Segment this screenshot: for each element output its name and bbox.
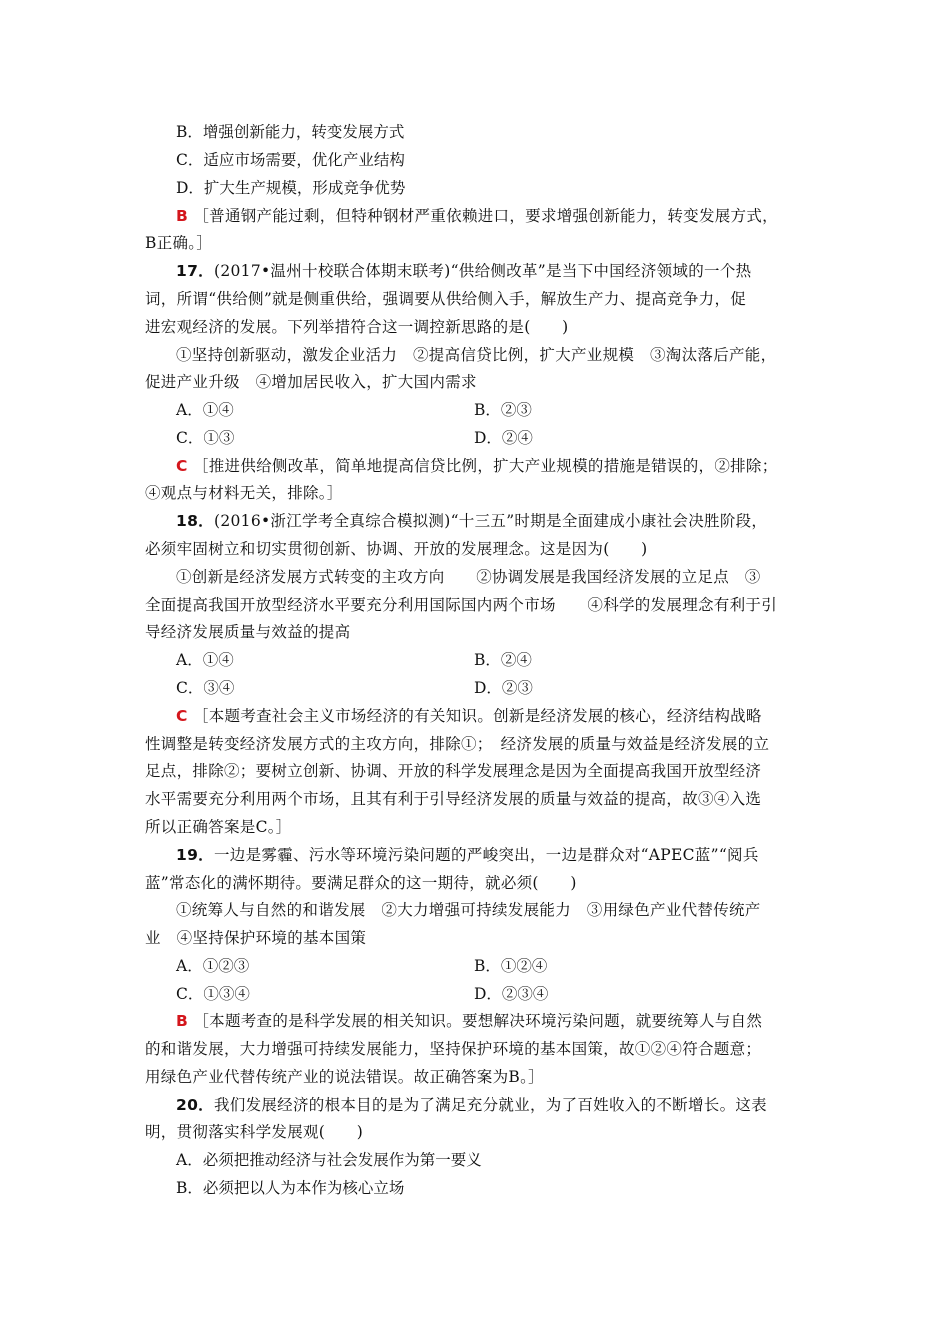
q17-answer: C [176,457,188,475]
q18-stem-line [176,511,810,531]
q20-option-b: B．必须把以人为本作为核心立场 [176,1179,405,1197]
q16-explanation-line [176,206,810,226]
q17-number: 17． [176,262,214,280]
q18-items-line: 全面提高我国开放型经济水平要充分利用国际国内两个市场 ④科学的发展理念有利于引 [145,596,778,614]
q19-option-a: A．①②③ [176,957,250,975]
q17-stem-line: 进宏观经济的发展。下列举措符合这一调控新思路的是( ) [145,318,569,336]
q18-number: 18． [176,512,214,530]
q19-number: 19． [176,846,214,864]
q18-stem-line: 必须牢固树立和切实贯彻创新、协调、开放的发展理念。这是因为( ) [145,540,648,558]
q20-number: 20． [176,1096,214,1114]
q19-option-c: C．①③④ [176,985,250,1003]
q16-answer: B [176,207,189,225]
q19-answer: B [176,1012,189,1030]
q17-items-line: ①坚持创新驱动，激发企业活力 ②提高信贷比例，扩大产业规模 ③淘汰落后产能， [176,346,777,364]
q19-explanation-line: 用绿色产业代替传统产业的说法错误。故正确答案为B。］ [145,1068,544,1086]
q18-explanation-line: 水平需要充分利用两个市场，且其有利于引导经济发展的质量与效益的提高，故③④入选 [145,790,762,808]
q18-explanation-line: 足点，排除②；要树立创新、协调、开放的科学发展理念是因为全面提高我国开放型经济 [145,762,762,780]
q17-items-line: 促进产业升级 ④增加居民收入，扩大国内需求 [145,373,477,391]
q19-stem-text: 一边是雾霾、污水等环境污染问题的严峻突出，一边是群众对“APEC蓝”“阅兵 [213,846,759,864]
q20-option-a: A．必须把推动经济与社会发展作为第一要义 [176,1151,482,1169]
q17-explanation-line: ④观点与材料无关，排除。］ [145,484,343,502]
q18-explanation-line: 所以正确答案是C。］ [145,818,292,836]
q18-option-b: B．②④ [474,651,532,669]
q18-stem-text: (2016•浙江学考全真综合模拟测)“十三五”时期是全面建成小康社会决胜阶段， [213,512,768,530]
q16-option-b: B．增强创新能力，转变发展方式 [176,123,405,141]
q17-explanation-text: ［推进供给侧改革，简单地提高信贷比例，扩大产业规模的措施是错误的，②排除； [192,457,778,475]
q19-option-b: B．①②④ [474,957,548,975]
q20-stem-text: 我们发展经济的根本目的是为了满足充分就业，为了百姓收入的不断增长。这表 [213,1096,767,1114]
q18-explanation-text: ［本题考查社会主义市场经济的有关知识。创新是经济发展的核心，经济结构战略 [192,707,762,725]
q19-stem-line [176,845,810,865]
q17-option-d: D．②④ [474,429,533,447]
q17-option-b: B．②③ [474,401,532,419]
q20-stem-line [176,1095,810,1115]
q19-explanation-line [176,1011,810,1031]
q19-explanation-text: ［本题考查的是科学发展的相关知识。要想解决环境污染问题，就要统筹人与自然 [193,1012,763,1030]
q19-explanation-line: 的和谐发展，大力增强可持续发展能力，坚持保护环境的基本国策，故①②④符合题意； [145,1040,762,1058]
q16-explanation-line: B正确。］ [145,234,213,252]
q16-option-d: D．扩大生产规模，形成竞争优势 [176,179,406,197]
q18-option-d: D．②③ [474,679,533,697]
q18-items-line: ①创新是经济发展方式转变的主攻方向 ②协调发展是我国经济发展的立足点 ③ [176,568,761,586]
q19-items-line: 业 ④坚持保护环境的基本国策 [145,929,367,947]
q17-explanation-line [176,456,810,476]
q18-explanation-line [176,706,810,726]
q19-items-line: ①统筹人与自然的和谐发展 ②大力增强可持续发展能力 ③用绿色产业代替传统产 [176,901,761,919]
q18-items-line: 导经济发展质量与效益的提高 [145,623,351,641]
q17-stem-text: (2017•温州十校联合体期末联考)“供给侧改革”是当下中国经济领域的一个热 [213,262,752,280]
q17-option-a: A．①④ [176,401,234,419]
q17-stem-line [176,261,810,281]
q19-stem-line: 蓝”常态化的满怀期待。要满足群众的这一期待，就必须( ) [145,874,577,892]
q16-explanation-text: ［普通钢产能过剩，但特种钢材严重依赖进口，要求增强创新能力，转变发展方式， [193,207,778,225]
q18-explanation-line: 性调整是转变经济发展方式的主攻方向，排除①； 经济发展的质量与效益是经济发展的立 [145,735,770,753]
q20-stem-line: 明，贯彻落实科学发展观( ) [145,1123,364,1141]
q18-option-c: C．③④ [176,679,235,697]
q18-option-a: A．①④ [176,651,234,669]
q16-option-c: C．适应市场需要，优化产业结构 [176,151,405,169]
q17-option-c: C．①③ [176,429,235,447]
q18-answer: C [176,707,188,725]
q17-stem-line: 词，所谓“供给侧”就是侧重供给，强调要从供给侧入手，解放生产力、提高竞争力，促 [145,290,747,308]
q19-option-d: D．②③④ [474,985,549,1003]
